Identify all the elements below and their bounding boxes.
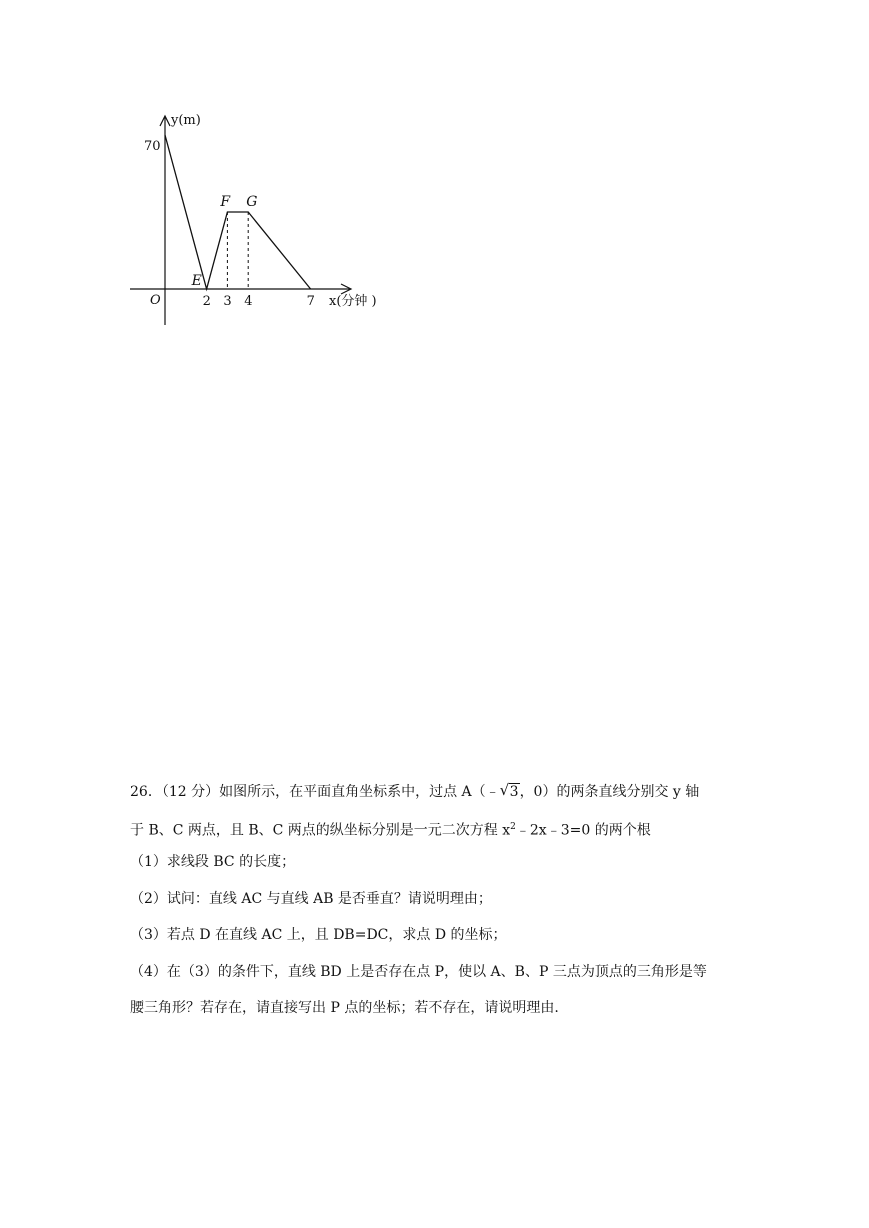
question-3: （3）若点 D 在直线 AC 上，且 DB=DC，求点 D 的坐标； [130, 927, 507, 943]
sqrt-radicand: 3 [509, 784, 519, 800]
question-1: （1）求线段 BC 的长度； [130, 854, 296, 870]
exponent: 2 [510, 822, 516, 832]
problem-text: ﹣2x﹣3=0 的两个根 [515, 822, 651, 839]
x-tick-2: 2 [202, 294, 211, 309]
problem-text: 于 B、C 两点，且 B、C 两点的纵坐标分别是一元二次方程 x [130, 822, 511, 839]
question-2: （2）试问：直线 AC 与直线 AB 是否垂直？请说明理由； [130, 891, 492, 907]
point-label-E: E [191, 273, 202, 289]
problem-text: 26．（12 分）如图所示，在平面直角坐标系中，过点 A（﹣ [130, 784, 500, 800]
problem-line-2 [130, 817, 651, 841]
y-tick-70: 70 [144, 139, 161, 154]
point-label-F: F [220, 194, 231, 210]
point-labels [191, 194, 258, 289]
dashed-guides [227, 212, 248, 289]
tick-labels [203, 294, 315, 309]
x-tick-3: 3 [223, 294, 232, 309]
distance-time-graph [125, 105, 400, 335]
problem-text: ，0）的两条直线分别交 y 轴 [519, 784, 700, 800]
x-tick-4: 4 [244, 294, 253, 309]
problem-line-1 [130, 782, 699, 802]
sqrt-symbol: √ [499, 781, 510, 799]
x-tick-7: 7 [306, 294, 315, 309]
sqrt-3 [500, 782, 520, 802]
y-axis-label: y(m) [171, 113, 201, 128]
x-axis-label: x(分钟 ) [329, 294, 377, 309]
question-4: （4）在（3）的条件下，直线 BD 上是否存在点 P，使以 A、B、P 三点为顶点的三角形是等 [130, 964, 707, 980]
series-line [165, 135, 311, 289]
point-label-G: G [246, 194, 258, 210]
question-4-cont: 腰三角形？若存在，请直接写出 P 点的坐标；若不存在，请说明理由. [130, 1000, 559, 1016]
origin-label: O [150, 293, 161, 308]
